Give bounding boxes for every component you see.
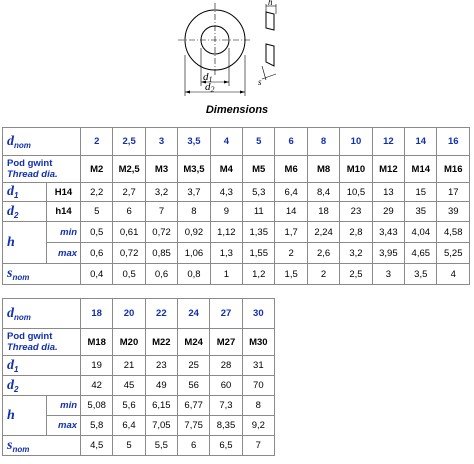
row-snom <box>3 264 470 285</box>
cell-h-min: 0,92 <box>178 222 210 243</box>
cell-d1: 10,5 <box>340 183 372 202</box>
cell-h-min: 6,15 <box>145 396 177 416</box>
cell-d1: 3,2 <box>145 183 177 202</box>
row-thread <box>3 329 275 356</box>
cell-thread: M6 <box>275 156 307 183</box>
cell-h-max: 1,55 <box>243 243 275 264</box>
cell-dnom: 18 <box>81 299 113 329</box>
label-thread: Pod gwint Thread dia. <box>3 156 81 183</box>
washer-section-top <box>266 12 274 30</box>
cell-snom: 1,5 <box>275 264 307 285</box>
cell-h-min: 0,5 <box>81 222 113 243</box>
cell-h-max: 8,35 <box>210 416 242 436</box>
cell-h-min: 4,04 <box>405 222 437 243</box>
cell-snom: 7 <box>242 436 274 456</box>
cell-snom: 0,4 <box>81 264 113 285</box>
cell-h-min: 6,77 <box>178 396 210 416</box>
cell-d2: 56 <box>178 376 210 396</box>
cell-d2: 5 <box>81 202 113 222</box>
cell-d2: 6 <box>113 202 145 222</box>
cell-dnom: 2 <box>81 128 113 156</box>
label-min: min <box>47 222 81 243</box>
arrow-head <box>185 91 190 94</box>
cell-h-min: 3,43 <box>372 222 404 243</box>
cell-thread: M2,5 <box>113 156 145 183</box>
cell-thread: M27 <box>210 329 242 356</box>
washer-section-bottom <box>266 44 274 66</box>
dimensions-caption: Dimensions <box>205 104 269 116</box>
cell-d2: 14 <box>275 202 307 222</box>
cell-d1: 19 <box>81 356 113 376</box>
cell-h-max: 7,75 <box>178 416 210 436</box>
cell-thread: M10 <box>340 156 372 183</box>
tolerance-d2: h14 <box>47 202 81 222</box>
cell-d1: 25 <box>178 356 210 376</box>
cell-snom: 2 <box>307 264 339 285</box>
cell-d2: 9 <box>210 202 242 222</box>
label-h: h <box>3 396 47 436</box>
cell-h-min: 0,61 <box>113 222 145 243</box>
label-snom: $s_{nom}$ <box>3 264 81 285</box>
cell-thread: M5 <box>243 156 275 183</box>
cell-thread: M12 <box>372 156 404 183</box>
row-h-min <box>3 396 275 416</box>
cell-snom: 0,6 <box>145 264 177 285</box>
row-thread <box>3 156 470 183</box>
cell-h-min: 1,35 <box>243 222 275 243</box>
cell-h-max: 1,06 <box>178 243 210 264</box>
cell-thread: M4 <box>210 156 242 183</box>
row-dnom <box>3 128 470 156</box>
label-min: min <box>47 396 81 416</box>
row-d1 <box>3 183 470 202</box>
cell-d2: 35 <box>405 202 437 222</box>
cell-dnom: 3 <box>145 128 177 156</box>
cell-h-max: 5,8 <box>81 416 113 436</box>
label-d1: d1 <box>203 71 213 84</box>
row-dnom <box>3 299 275 329</box>
arrow-head <box>240 91 245 94</box>
cell-dnom: 10 <box>340 128 372 156</box>
cell-dnom: 2,5 <box>113 128 145 156</box>
label-d1: $d_1$ <box>3 356 81 376</box>
cell-dnom: 30 <box>242 299 274 329</box>
cell-snom: 6 <box>178 436 210 456</box>
cell-d1: 13 <box>372 183 404 202</box>
cell-h-min: 7,3 <box>210 396 242 416</box>
cell-h-min: 1,7 <box>275 222 307 243</box>
cell-d1: 31 <box>242 356 274 376</box>
cell-d1: 2,2 <box>81 183 113 202</box>
cell-h-max: 9,2 <box>242 416 274 436</box>
cell-snom: 1,2 <box>243 264 275 285</box>
label-h: h <box>268 0 273 7</box>
cell-dnom: 8 <box>307 128 339 156</box>
cell-d1: 6,4 <box>275 183 307 202</box>
cell-thread: M3,5 <box>178 156 210 183</box>
label-max: max <box>47 243 81 264</box>
cell-d2: 45 <box>113 376 145 396</box>
cell-h-max: 3,2 <box>340 243 372 264</box>
cell-snom: 3 <box>372 264 404 285</box>
cell-dnom: 20 <box>113 299 145 329</box>
cell-h-min: 8 <box>242 396 274 416</box>
cell-d1: 17 <box>437 183 470 202</box>
cell-dnom: 12 <box>372 128 404 156</box>
cell-d1: 3,7 <box>178 183 210 202</box>
cell-h-max: 0,6 <box>81 243 113 264</box>
cell-thread: M18 <box>81 329 113 356</box>
cell-snom: 4,5 <box>81 436 113 456</box>
cell-dnom: 3,5 <box>178 128 210 156</box>
cell-d2: 42 <box>81 376 113 396</box>
cell-d1: 4,3 <box>210 183 242 202</box>
cell-snom: 6,5 <box>210 436 242 456</box>
label-max: max <box>47 416 81 436</box>
cell-dnom: 16 <box>437 128 470 156</box>
cell-d2: 7 <box>145 202 177 222</box>
dimensions-table-1 <box>2 127 470 285</box>
arrow-head <box>224 81 229 84</box>
cell-dnom: 6 <box>275 128 307 156</box>
label-s: s <box>258 77 262 87</box>
label-h: h <box>3 222 47 264</box>
label-dnom: $d_{nom}$ <box>3 299 81 329</box>
cell-snom: 1 <box>210 264 242 285</box>
cell-thread: M16 <box>437 156 470 183</box>
row-h-min <box>3 222 470 243</box>
cell-d2: 49 <box>145 376 177 396</box>
cell-d2: 60 <box>210 376 242 396</box>
cell-h-min: 2,8 <box>340 222 372 243</box>
tolerance-d1: H14 <box>47 183 81 202</box>
cell-snom: 2,5 <box>340 264 372 285</box>
cell-dnom: 4 <box>210 128 242 156</box>
cell-dnom: 27 <box>210 299 242 329</box>
cell-thread: M14 <box>405 156 437 183</box>
row-d1 <box>3 356 275 376</box>
cell-h-min: 5,6 <box>113 396 145 416</box>
cell-h-max: 0,85 <box>145 243 177 264</box>
row-snom <box>3 436 275 456</box>
cell-d2: 8 <box>178 202 210 222</box>
label-d1: $d_1$ <box>3 183 47 202</box>
cell-d1: 8,4 <box>307 183 339 202</box>
label-d2: d2 <box>205 81 215 94</box>
cell-snom: 0,8 <box>178 264 210 285</box>
cell-dnom: 22 <box>145 299 177 329</box>
cell-d1: 28 <box>210 356 242 376</box>
cell-h-max: 5,25 <box>437 243 470 264</box>
cell-h-max: 0,72 <box>113 243 145 264</box>
cell-dnom: 5 <box>243 128 275 156</box>
cell-d1: 2,7 <box>113 183 145 202</box>
cell-d2: 70 <box>242 376 274 396</box>
label-thread: Pod gwint Thread dia. <box>3 329 81 356</box>
row-h-max <box>3 243 470 264</box>
cell-h-max: 2,6 <box>307 243 339 264</box>
cell-d2: 11 <box>243 202 275 222</box>
cell-h-min: 2,24 <box>307 222 339 243</box>
cell-h-min: 4,58 <box>437 222 470 243</box>
dimensions-table-2 <box>2 298 275 456</box>
cell-d1: 21 <box>113 356 145 376</box>
cell-d2: 39 <box>437 202 470 222</box>
cell-snom: 5,5 <box>145 436 177 456</box>
cell-h-min: 1,12 <box>210 222 242 243</box>
label-d2: $d_2$ <box>3 376 81 396</box>
cell-d1: 15 <box>405 183 437 202</box>
dimension-line-s <box>262 74 276 79</box>
cell-thread: M24 <box>178 329 210 356</box>
cell-h-max: 2 <box>275 243 307 264</box>
cell-d2: 23 <box>340 202 372 222</box>
cell-thread: M22 <box>145 329 177 356</box>
cell-d1: 5,3 <box>243 183 275 202</box>
cell-h-min: 5,08 <box>81 396 113 416</box>
cell-snom: 4 <box>437 264 470 285</box>
cell-dnom: 24 <box>178 299 210 329</box>
label-snom: $s_{nom}$ <box>3 436 81 456</box>
cell-h-max: 6,4 <box>113 416 145 436</box>
cell-thread: M20 <box>113 329 145 356</box>
cell-dnom: 14 <box>405 128 437 156</box>
cell-thread: M30 <box>242 329 274 356</box>
cell-d2: 18 <box>307 202 339 222</box>
cell-thread: M2 <box>81 156 113 183</box>
cell-snom: 0,5 <box>113 264 145 285</box>
cell-d2: 29 <box>372 202 404 222</box>
label-d2: $d_2$ <box>3 202 47 222</box>
cell-snom: 3,5 <box>405 264 437 285</box>
cell-h-max: 7,05 <box>145 416 177 436</box>
label-dnom: $d_{nom}$ <box>3 128 81 156</box>
row-d2 <box>3 376 275 396</box>
cell-d1: 23 <box>145 356 177 376</box>
cell-thread: M8 <box>307 156 339 183</box>
cell-thread: M3 <box>145 156 177 183</box>
row-d2 <box>3 202 470 222</box>
cell-h-min: 0,72 <box>145 222 177 243</box>
cell-h-max: 1,3 <box>210 243 242 264</box>
washer-drawing <box>0 0 474 102</box>
cell-h-max: 3,95 <box>372 243 404 264</box>
cell-snom: 5 <box>113 436 145 456</box>
cell-h-max: 4,65 <box>405 243 437 264</box>
